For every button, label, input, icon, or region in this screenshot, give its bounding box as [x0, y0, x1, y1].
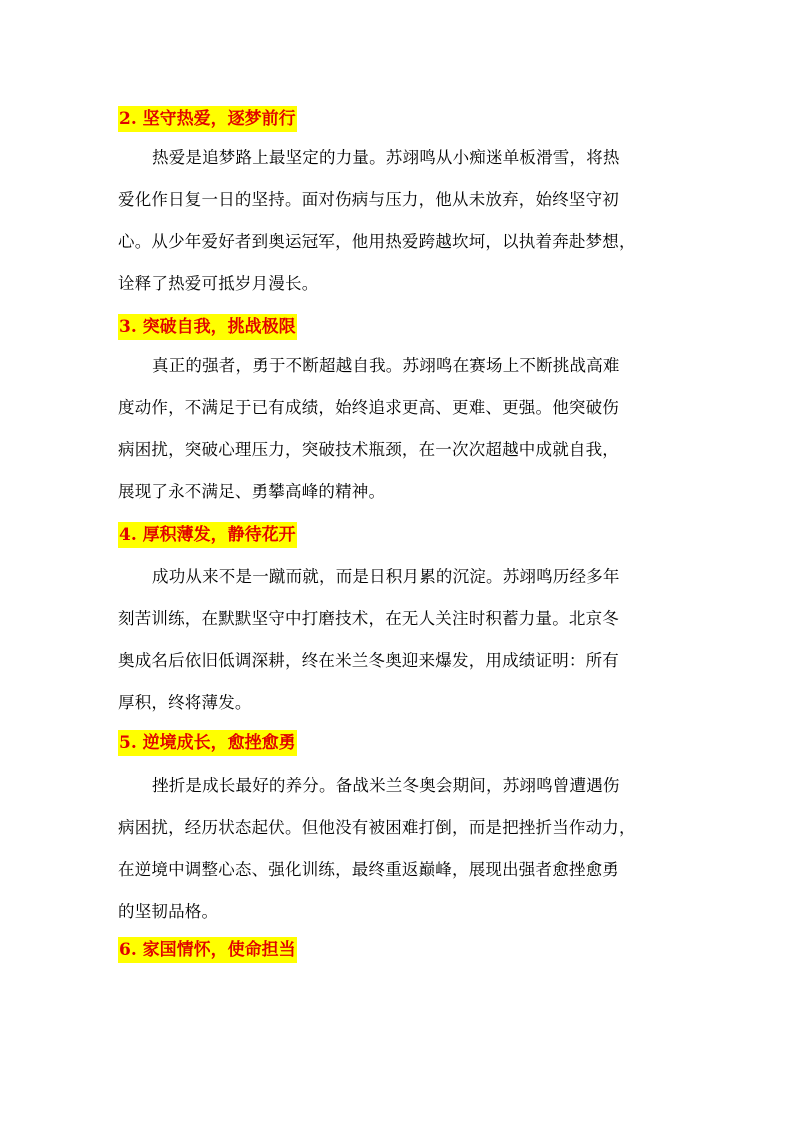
paragraph-line: 度动作，不满足于已有成绩，始终追求更高、更难、更强。他突破伤: [118, 398, 619, 417]
section-body-2: [118, 137, 680, 305]
paragraph-line: 热爱是追梦路上最坚定的力量。苏翊鸣从小痴迷单板滑雪，将热: [152, 148, 620, 167]
paragraph-line: 的坚韧品格。: [118, 902, 219, 921]
section-heading-2: 2. 坚守热爱，逐梦前行: [118, 106, 297, 132]
paragraph-line: 挫折是成长最好的养分。备战米兰冬奥会期间，苏翊鸣曾遭遇伤: [152, 776, 620, 795]
paragraph-line: 展现了永不满足、勇攀高峰的精神。: [118, 482, 386, 501]
paragraph-line: 诠释了热爱可抵岁月漫长。: [118, 274, 319, 293]
paragraph-line: 在逆境中调整心态、强化训练，最终重返巅峰，展现出强者愈挫愈勇: [118, 860, 619, 879]
section-heading-6: 6. 家国情怀，使命担当: [118, 937, 297, 963]
paragraph-line: 厚积，终将薄发。: [118, 693, 252, 712]
section-heading-3: 3. 突破自我，挑战极限: [118, 314, 297, 340]
paragraph-line: 奥成名后依旧低调深耕，终在米兰冬奥迎来爆发，用成绩证明：所有: [118, 651, 619, 670]
paragraph-line: 成功从来不是一蹴而就，而是日积月累的沉淀。苏翊鸣历经多年: [152, 567, 620, 586]
section-heading-5: 5. 逆境成长，愈挫愈勇: [118, 730, 297, 756]
paragraph-line: 心。从少年爱好者到奥运冠军，他用热爱跨越坎坷，以执着奔赴梦想，: [118, 232, 636, 251]
section-body-3: [118, 345, 680, 513]
section-body-4: [118, 556, 680, 724]
section-heading-4: 4. 厚积薄发，静待花开: [118, 522, 297, 548]
section-body-5: [118, 765, 680, 933]
paragraph-line: 爱化作日复一日的坚持。面对伤病与压力，他从未放弃，始终坚守初: [118, 190, 619, 209]
paragraph-line: 病困扰，突破心理压力，突破技术瓶颈，在一次次超越中成就自我，: [118, 440, 619, 459]
paragraph-line: 真正的强者，勇于不断超越自我。苏翊鸣在赛场上不断挑战高难: [152, 356, 620, 375]
paragraph-line: 病困扰，经历状态起伏。但他没有被困难打倒，而是把挫折当作动力，: [118, 818, 636, 837]
paragraph-line: 刻苦训练，在默默坚守中打磨技术，在无人关注时积蓄力量。北京冬: [118, 609, 619, 628]
